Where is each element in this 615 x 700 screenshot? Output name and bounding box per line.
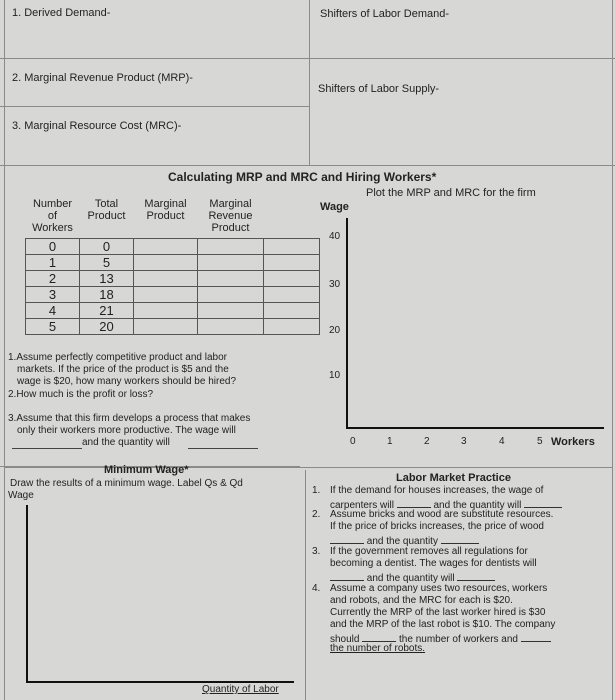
section-divider-top (0, 165, 615, 166)
marginal-product-cell[interactable] (134, 254, 198, 270)
practice-3-answer-blank-1[interactable] (330, 570, 364, 581)
practice-1-answer-blank-1[interactable] (397, 497, 431, 508)
minimum-wage-instruction: Draw the results of a minimum wage. Label Qs & Qd (10, 478, 243, 489)
marginal-product-cell[interactable] (134, 302, 198, 318)
question-1-line-c: wage is $20, how many workers should be hired? (17, 376, 237, 387)
minimum-wage-x-axis (26, 681, 294, 683)
question-1-line-a: 1.Assume perfectly competitive product and labor (8, 352, 227, 363)
shifters-demand-prompt: Shifters of Labor Demand- (320, 8, 450, 20)
workers-cell: 5 (26, 318, 80, 334)
header-number-of-workers: Number of Workers (32, 198, 73, 234)
y-tick-label: 30 (329, 279, 341, 290)
question-3-line-c: and the quantity will (82, 437, 170, 448)
practice-2-quantity: and the quantity (366, 536, 438, 547)
marginal-product-cell[interactable] (134, 238, 198, 254)
y-tick-label: 10 (329, 370, 341, 381)
workers-cell: 1 (26, 254, 80, 270)
practice-3-answer-blank-2[interactable] (457, 570, 495, 581)
practice-4-line-b: and robots, and the MRC for each is $20. (330, 595, 513, 606)
graph-y-axis (346, 218, 348, 428)
mrp-cell[interactable] (198, 318, 264, 334)
shifters-supply-prompt: Shifters of Labor Supply- (318, 83, 440, 95)
practice-number: 4. (312, 583, 321, 594)
total-product-cell: 5 (80, 254, 134, 270)
mrp-cell[interactable] (198, 302, 264, 318)
graph-x-axis (346, 427, 604, 429)
practice-4-line-f: the number of robots. (330, 643, 426, 654)
top-row-divider-2 (0, 106, 309, 107)
workers-cell: 3 (26, 286, 80, 302)
marginal-product-cell[interactable] (134, 270, 198, 286)
minimum-wage-title: Minimum Wage* (104, 464, 189, 476)
mrc-prompt: 3. Marginal Resource Cost (MRC)- (12, 120, 182, 132)
plot-instruction: Plot the MRP and MRC for the firm (366, 187, 536, 199)
workers-cell: 4 (26, 302, 80, 318)
section-title: Calculating MRP and MRC and Hiring Workers* (168, 170, 437, 184)
x-tick-label: 5 (537, 436, 543, 447)
practice-4-workers: the number of workers and (399, 634, 518, 645)
header-total-product: Total Product (87, 198, 126, 222)
practice-1-line-a: If the demand for houses increases, the wage of (330, 485, 544, 496)
mrp-cell[interactable] (198, 254, 264, 270)
mrp-cell[interactable] (198, 238, 264, 254)
practice-2-answer-blank-2[interactable] (441, 533, 479, 544)
practice-4-answer-blank-1[interactable] (362, 631, 396, 642)
question-3-line-b: only their workers more productive. The wage will (17, 425, 236, 436)
top-divider-vertical (309, 0, 310, 165)
minimum-wage-y-axis (26, 505, 28, 683)
workers-cell: 2 (26, 270, 80, 286)
practice-4-answer-blank-2[interactable] (521, 631, 551, 642)
mrp-cell[interactable] (198, 286, 264, 302)
practice-number: 2. (312, 509, 321, 520)
bottom-divider-vertical (305, 470, 306, 700)
practice-4-should: should (330, 634, 360, 645)
extra-cell[interactable] (264, 318, 320, 334)
top-row-divider-1 (0, 58, 615, 59)
x-tick-label: 1 (387, 436, 393, 447)
graph-y-label: Wage (320, 201, 349, 213)
practice-2-answer-blank-1[interactable] (330, 533, 364, 544)
table-row (26, 238, 320, 254)
header-marginal-revenue-product: Marginal Revenue Product (208, 198, 253, 234)
practice-3-line-a: If the government removes all regulations for (330, 546, 528, 557)
practice-4-line-a: Assume a company uses two resources, workers (330, 583, 548, 594)
marginal-product-cell[interactable] (134, 318, 198, 334)
extra-cell[interactable] (264, 254, 320, 270)
hiring-table (25, 198, 320, 335)
total-product-cell: 18 (80, 286, 134, 302)
practice-2-line-b: If the price of bricks increases, the price of wood (330, 521, 544, 532)
table-row (26, 302, 320, 318)
practice-1-quantity: and the quantity will (433, 500, 522, 511)
x-tick-label: 4 (499, 436, 505, 447)
mrp-cell[interactable] (198, 270, 264, 286)
section-divider-bottom (4, 467, 612, 468)
page-left-border (4, 0, 5, 700)
minimum-wage-x-label: Quantity of Labor (202, 684, 279, 695)
derived-demand-prompt: 1. Derived Demand- (12, 7, 111, 19)
extra-cell[interactable] (264, 270, 320, 286)
labor-market-practice-title: Labor Market Practice (396, 472, 511, 484)
x-tick-label: 3 (461, 436, 467, 447)
practice-1-answer-blank-2[interactable] (524, 497, 562, 508)
practice-number: 3. (312, 546, 321, 557)
header-marginal-product: Marginal Product (144, 198, 187, 222)
mrp-prompt: 2. Marginal Revenue Product (MRP)- (12, 72, 193, 84)
practice-2-line-c (330, 533, 479, 547)
y-tick-label: 20 (329, 325, 341, 336)
question-1-line-b: markets. If the price of the product is $5 and the (17, 364, 229, 375)
question-2: 2.How much is the profit or loss? (8, 389, 154, 400)
table-row (26, 318, 320, 334)
table-row (26, 270, 320, 286)
extra-cell[interactable] (264, 302, 320, 318)
workers-cell: 0 (26, 238, 80, 254)
practice-1-carpenters: carpenters will (330, 500, 394, 511)
practice-number: 1. (312, 485, 321, 496)
minimum-wage-y-label: Wage (8, 490, 34, 501)
practice-3-line-c (330, 570, 495, 584)
table-row (26, 254, 320, 270)
marginal-product-cell[interactable] (134, 286, 198, 302)
graph-x-label: Workers (551, 436, 595, 448)
total-product-cell: 0 (80, 238, 134, 254)
extra-cell[interactable] (264, 238, 320, 254)
total-product-cell: 20 (80, 318, 134, 334)
practice-4-line-c: Currently the MRP of the last worker hired is $30 (330, 607, 546, 618)
page-right-border (612, 0, 613, 700)
table-row (26, 286, 320, 302)
total-product-cell: 13 (80, 270, 134, 286)
practice-4-line-d: and the MRP of the last robot is $10. The company (330, 619, 556, 630)
question-3-answer-line-1[interactable] (12, 448, 82, 449)
extra-cell[interactable] (264, 286, 320, 302)
x-tick-label: 2 (424, 436, 430, 447)
practice-3-quantity: and the quantity will (366, 573, 455, 584)
practice-2-line-a: Assume bricks and wood are substitute resources. (330, 509, 554, 520)
x-tick-label: 0 (350, 436, 356, 447)
practice-3-line-b: becoming a dentist. The wages for dentists will (330, 558, 537, 569)
question-3-line-a: 3.Assume that this firm develops a process that makes (8, 413, 251, 424)
question-3-answer-line-2[interactable] (188, 448, 258, 449)
y-tick-label: 40 (329, 231, 341, 242)
total-product-cell: 21 (80, 302, 134, 318)
